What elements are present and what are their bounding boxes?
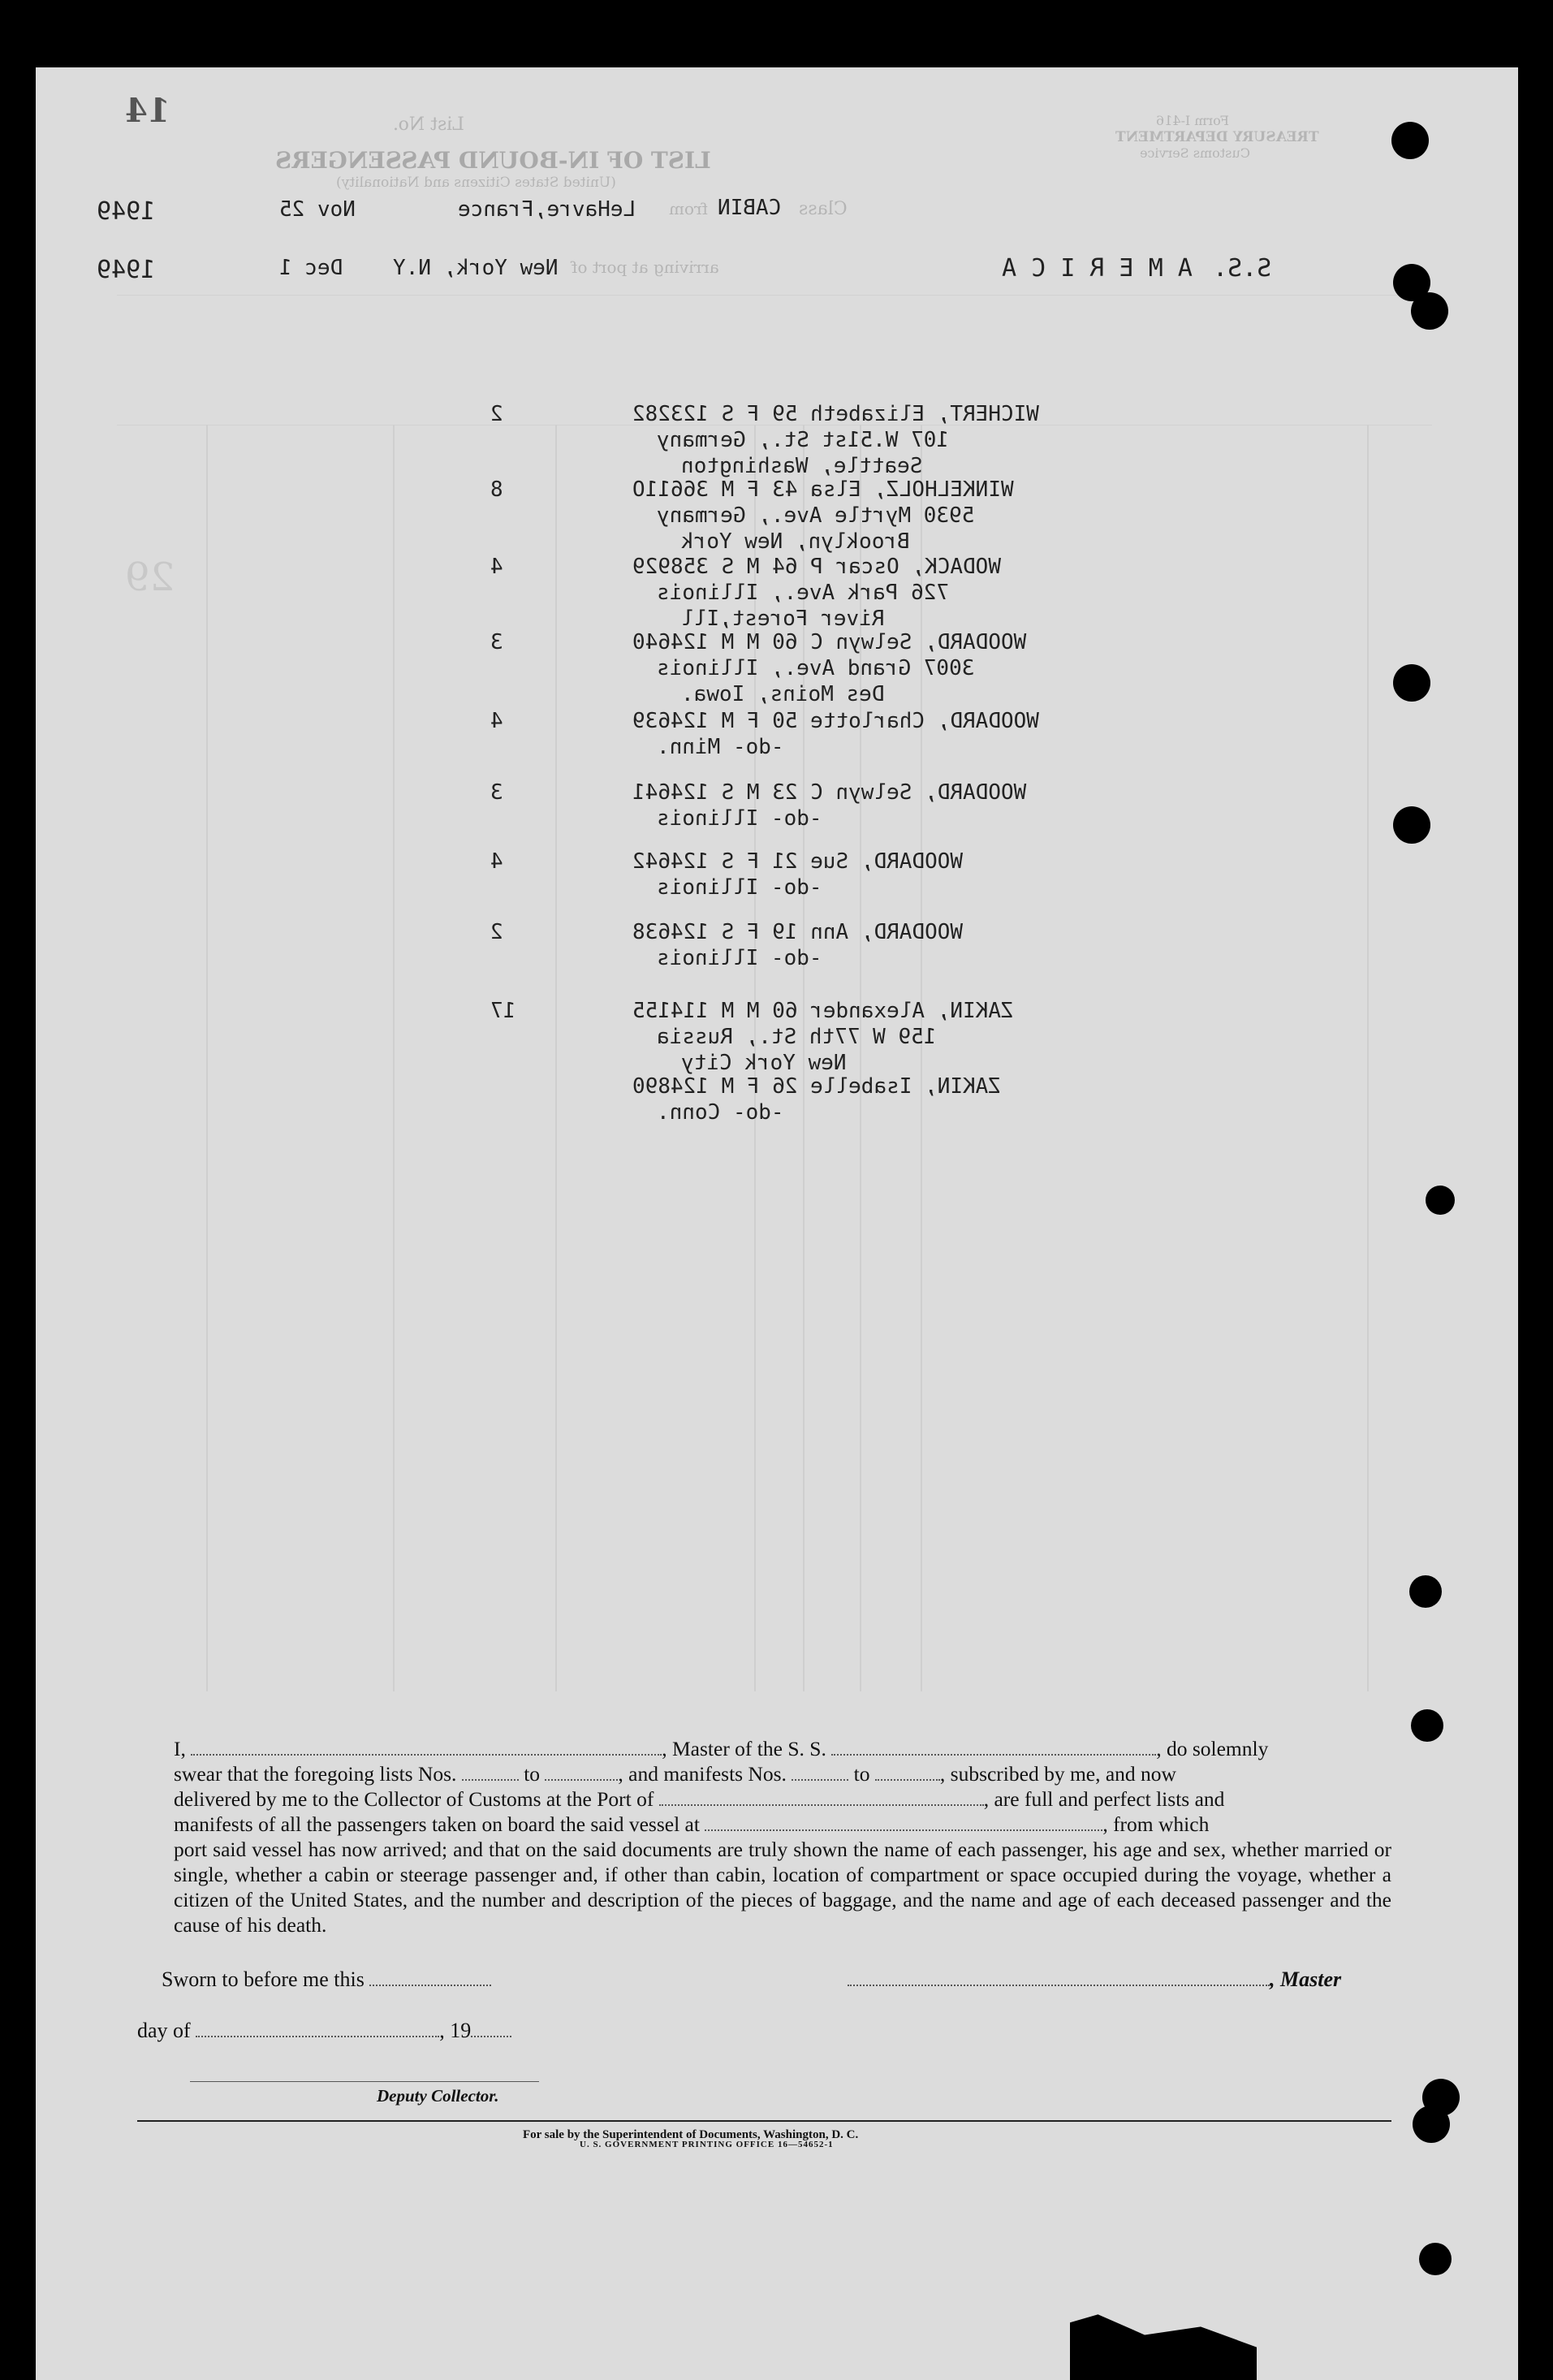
oath-i: I, — [174, 1737, 186, 1760]
master-label: , Master — [1270, 1967, 1342, 1991]
passenger-line: Brooklyn, New York — [681, 529, 910, 554]
passenger-line: WOODARD, Selwyn C 23 M S 124641 — [632, 780, 1027, 805]
oath-port-of: delivered by me to the Collector of Customs at the Port of — [174, 1787, 654, 1811]
sworn-line — [162, 1967, 491, 1992]
passenger-line: -do- Illinois — [657, 946, 822, 970]
passenger-line: ZAKIN, Alexander 60 M M 114155 — [632, 999, 1014, 1023]
binder-hole — [1413, 2106, 1450, 2143]
passenger-line: WOODARD, Sue 21 F S 124642 — [632, 849, 963, 874]
column-divider — [393, 425, 395, 1691]
class-value: CABIN — [718, 196, 782, 220]
form-number: Form I-416 — [1156, 113, 1230, 128]
arriving-label: arriving at port of — [572, 257, 719, 277]
passenger-line: -do- Illinois — [657, 806, 822, 831]
departure-year: 1949 — [97, 197, 156, 226]
form-title: LIST OF IN-BOUND PASSENGERS — [275, 147, 711, 174]
header-rule — [117, 295, 1432, 296]
oath-to-2: to — [853, 1762, 870, 1786]
binder-hole — [1409, 1575, 1442, 1608]
day-of-label: day of — [137, 2019, 191, 2042]
arrival-port: New York, N.Y — [393, 256, 559, 280]
passenger-column-value: 3 — [490, 630, 503, 654]
passenger-column-value: 4 — [490, 849, 503, 874]
oath-manifests-nos: , and manifests Nos. — [618, 1762, 787, 1786]
passenger-line: -do- Illinois — [657, 875, 822, 900]
column-divider — [1367, 425, 1369, 1691]
binder-hole — [1411, 1709, 1443, 1742]
oath-vessel-at: manifests of all the passengers taken on board the said vessel at — [174, 1812, 700, 1836]
binder-hole — [1393, 664, 1430, 702]
form-subtitle: (United States Citizens and Nationality) — [336, 175, 616, 191]
day-line — [137, 2019, 511, 2043]
passenger-line: Seattle, Washington — [681, 454, 923, 478]
oath-master-of: , Master of the S. S. — [662, 1737, 826, 1760]
passenger-line: 107 W.51st St., Germany — [657, 428, 950, 452]
binder-hole — [1411, 292, 1448, 330]
passenger-line: 5930 Myrtle Ave., Germany — [657, 503, 975, 528]
department-name: TREASURY DEPARTMENT — [1115, 129, 1319, 145]
passenger-line: WOODARD, Charlotte 50 F M 124639 — [632, 709, 1039, 733]
binder-hole — [1426, 1186, 1455, 1215]
binder-hole — [1391, 122, 1429, 159]
passenger-line: 726 Park Ave., Illinois — [657, 581, 950, 605]
class-label: Class — [799, 199, 848, 219]
master-line — [848, 1967, 1341, 1992]
oath-full-perfect: , are full and perfect lists and — [983, 1787, 1225, 1811]
sale-notice-text: For sale by the Superintendent of Documents, Washington, D. C. — [523, 2128, 859, 2141]
passenger-column-value: 2 — [490, 920, 503, 944]
passenger-column-value: 17 — [490, 999, 516, 1023]
ship-name: A M E R I C A — [1002, 254, 1193, 283]
year-prefix: , 19 — [439, 2019, 472, 2042]
from-label: from — [669, 199, 708, 218]
column-divider — [555, 425, 557, 1691]
passenger-line: ZAKIN, Isabelle 26 F M 124890 — [632, 1074, 1001, 1099]
arrival-date: Dec 1 — [279, 256, 343, 280]
list-no-label: List No. — [393, 114, 464, 135]
oath-solemnly: , do solemnly — [1156, 1737, 1269, 1760]
passenger-line: WODACK, Oscar P 64 M S 358929 — [632, 555, 1001, 579]
passenger-line: WOODARD, Selwyn C 60 M M 124640 — [632, 630, 1027, 654]
oath-lists-nos: swear that the foregoing lists Nos. — [174, 1762, 457, 1786]
passenger-line: WOODARD, Ann 19 F S 124638 — [632, 920, 963, 944]
passenger-line: -do- Conn. — [657, 1100, 784, 1125]
document-sheet — [36, 67, 1518, 2380]
passenger-line: Des Moins, Iowa. — [681, 682, 885, 706]
departure-date: Nov 25 — [279, 197, 356, 222]
passenger-column-value: 4 — [490, 709, 503, 733]
oath-body: port said vessel has now arrived; and that on the said documents are truly shown the name of each passenger, his age and sex, whether married or single, whether a cabin or steerage passenger and, if other than cabin, location of compartment or space occupied during the voyage, whether a citizen of the United States, and the number and description of the pieces of baggage, and the name and age of each deceased passenger and the cause of his death. — [174, 1838, 1391, 1937]
arrival-year: 1949 — [97, 256, 156, 284]
passenger-line: -do- Minn. — [657, 735, 784, 759]
passenger-line: River Forest,Ill — [681, 607, 885, 631]
bureau-name: Customs Service — [1140, 145, 1250, 161]
footer-rule — [137, 2120, 1391, 2122]
oath-subscribed: , subscribed by me, and now — [939, 1762, 1176, 1786]
oath-from-which: , from which — [1102, 1812, 1210, 1836]
printer-imprint: U. S. GOVERNMENT PRINTING OFFICE 16—54652-1 — [580, 2140, 834, 2149]
passenger-column-value: 3 — [490, 780, 503, 805]
passenger-column-value: 4 — [490, 555, 503, 579]
sworn-label: Sworn to before me this — [162, 1967, 365, 1991]
oath-text — [174, 1736, 1391, 1937]
binder-hole — [1393, 806, 1430, 844]
deputy-collector-label: Deputy Collector. — [377, 2086, 499, 2106]
column-divider — [206, 425, 208, 1691]
passenger-line: WINKELHOLZ, Elsa 43 F M 36611O — [632, 477, 1014, 502]
ship-label: S.S. — [1213, 254, 1272, 283]
passenger-column-value: 8 — [490, 477, 503, 502]
passenger-line: 159 W 77th St., Russia — [657, 1025, 937, 1049]
oath-to: to — [524, 1762, 541, 1786]
passenger-line: New York City — [681, 1051, 847, 1075]
departure-port: LeHavre,France — [458, 197, 636, 222]
passenger-line: WICHERT, Elizabeth 59 F S 123282 — [632, 402, 1039, 426]
page-mark: 14 — [125, 92, 170, 130]
passenger-line: 3007 Grand Ave., Illinois — [657, 656, 975, 680]
passenger-column-value: 2 — [490, 402, 503, 426]
stamp-mark: 29 — [125, 555, 175, 600]
binder-hole — [1419, 2243, 1452, 2275]
column-divider — [921, 425, 922, 1691]
deputy-signature-rule — [190, 2081, 539, 2082]
